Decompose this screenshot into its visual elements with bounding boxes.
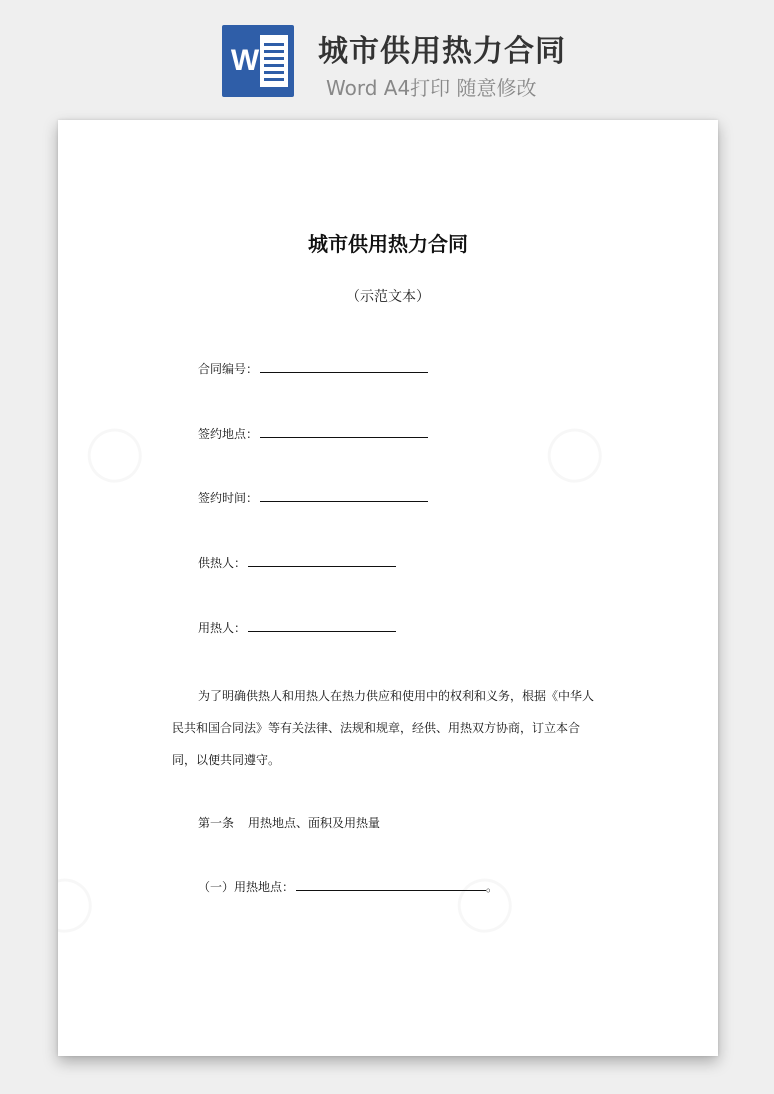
heat-user-field — [198, 619, 396, 636]
header-title: 城市供用热力合同 — [318, 34, 566, 69]
field-label: 合同编号： — [198, 362, 259, 376]
signing-place-field — [198, 425, 428, 442]
heat-supplier-field — [198, 554, 396, 571]
header-banner — [0, 0, 774, 110]
document-subtitle: （示范文本） — [346, 289, 430, 305]
signing-time-field — [198, 489, 428, 506]
watermark-icon — [58, 858, 198, 1002]
word-document-icon — [222, 25, 294, 97]
heat-location-blank[interactable] — [296, 878, 486, 891]
watermark-icon — [538, 408, 708, 552]
field-label: 供热人： — [198, 556, 247, 570]
word-icon-letter: W — [230, 44, 260, 77]
document-title: 城市供用热力合同 — [308, 232, 468, 256]
signing-time-blank[interactable] — [260, 489, 428, 502]
heat-supplier-blank[interactable] — [248, 554, 396, 567]
item-suffix: 。 — [486, 880, 499, 894]
contract-number-field — [198, 360, 428, 377]
preamble-paragraph: 为了明确供热人和用热人在热力供应和使用中的权利和义务，根据《中华人民共和国合同法》等有关法律、法规和规章，经供、用热双方协商，订立本合同，以便共同遵守。 — [172, 689, 595, 767]
item-label: （一）用热地点： — [198, 880, 295, 894]
field-label: 签约时间： — [198, 491, 259, 505]
article-heading — [198, 814, 380, 831]
field-label: 用热人： — [198, 621, 247, 635]
heat-location-item — [198, 878, 498, 895]
contract-number-blank[interactable] — [260, 360, 428, 373]
signing-place-blank[interactable] — [260, 425, 428, 438]
field-label: 签约地点： — [198, 427, 259, 441]
heat-user-blank[interactable] — [248, 619, 396, 632]
article-number: 第一条 — [198, 816, 235, 830]
article-title: 用热地点、面积及用热量 — [248, 816, 381, 830]
document-page — [58, 120, 718, 1056]
header-subtitle: Word A4打印 随意修改 — [326, 76, 537, 100]
